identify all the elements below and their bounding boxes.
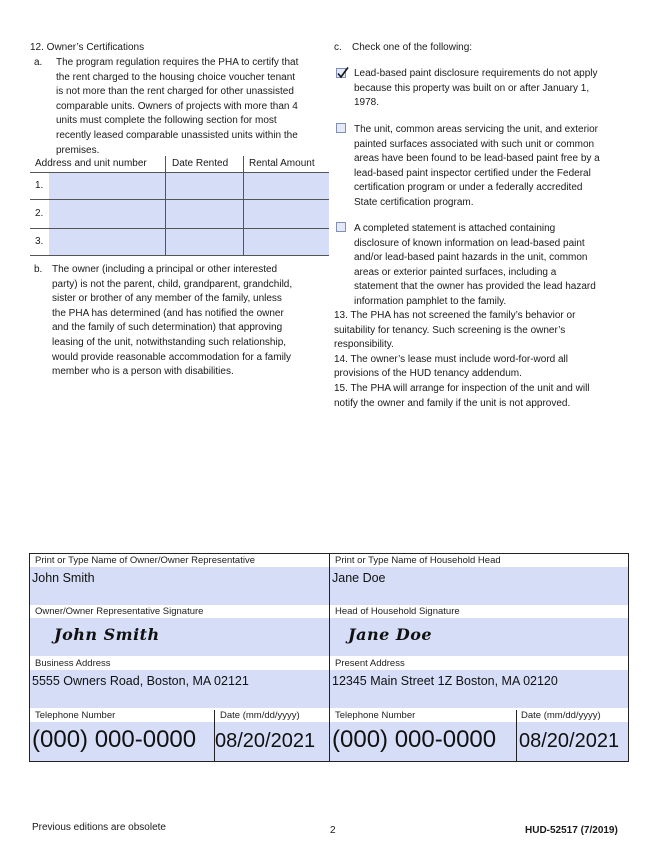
owner-phone-label: Telephone Number [35,710,116,721]
household-date-field[interactable] [517,722,628,761]
items-13-15 [334,309,634,411]
text-line: information pamphlet to the family. [354,295,507,307]
form-id: HUD-52517 (7/2019) [525,825,618,836]
household-signature-field[interactable] [330,618,628,656]
household-name-value: Jane Doe [332,571,386,585]
item-b-text [52,263,292,380]
item-a-text [56,56,298,158]
address-cell-2[interactable] [49,200,165,228]
footer-obsolete-note: Previous editions are obsolete [32,822,166,833]
text-line: party) is not the parent, child, grandparent, grandchild, [52,278,293,290]
text-line: Lead-based paint disclosure requirements do not apply [354,68,598,79]
text-line: and the family of such determination) that approving [52,322,283,334]
text-line: would provide reasonable accommodation for a family [52,351,292,363]
text-line: sister or brother of any member of the family, unless [52,293,282,305]
text-line: because this property was built on or after January 1, [354,82,590,94]
household-phone-field[interactable] [330,722,516,761]
text-line: responsibility. [334,339,394,351]
date-rented-cell-2[interactable] [166,200,243,228]
address-cell-3[interactable] [49,229,165,255]
section-c-heading: Check one of the following: [352,42,473,53]
text-line: The program regulation requires the PHA to certify that [56,57,299,68]
owner-signature-value: John Smith [54,625,160,644]
option-3-checkbox[interactable] [336,222,346,232]
owner-name-value: John Smith [32,571,95,585]
text-line: leasing of the unit, notwithstanding such relationship, [52,336,287,348]
text-line: The owner (including a principal or other interested [52,264,278,275]
text-line: suitability for tenancy. Such screening is the owner’s [334,324,566,336]
date-rented-cell-3[interactable] [166,229,243,255]
date-rented-cell-1[interactable] [166,173,243,199]
table-divider [30,255,329,256]
present-address-label: Present Address [335,658,405,669]
text-line: premises. [56,144,100,156]
business-address-value: 5555 Owners Road, Boston, MA 02121 [32,674,249,688]
text-line: A completed statement is attached containing [354,223,556,234]
table-header-address: Address and unit number [35,158,147,169]
item-b-label: b. [34,264,43,275]
household-date-value: 08/20/2021 [519,730,620,752]
text-line: State certification program. [354,196,474,208]
text-line: disclosure of known information on lead-based paint [354,237,585,249]
row-number: 1. [35,180,44,191]
text-line: provisions of the HUD tenancy addendum. [334,368,522,380]
text-line: and/or lead-based paint hazards in the unit, common [354,252,588,264]
text-line: statement that the owner has provided the lead hazard [354,281,596,293]
text-line: 14. The owner’s lease must include word-for-word all [334,353,568,365]
comparable-units-table [30,156,329,256]
text-line: is not more than the rent charged for other unassisted [56,86,294,98]
household-date-label: Date (mm/dd/yyyy) [521,710,601,721]
text-line: comparable units. Owners of projects with more than 4 [56,100,298,112]
section-c-label: c. [334,42,342,53]
text-line: 13. The PHA has not screened the family’s behavior or [334,310,576,321]
text-line: member who is a person with disabilities. [52,366,234,378]
option-2-text [354,123,600,211]
table-header-rental-amount: Rental Amount [249,158,315,169]
option-1-checkbox[interactable] [336,68,346,78]
owner-signature-field[interactable] [30,618,329,656]
text-line: areas have been found to be lead-based paint free by a [354,153,600,165]
option-1-text [354,67,598,111]
item-a-label: a. [34,57,43,68]
owner-date-field[interactable] [215,722,329,761]
present-address-value: 12345 Main Street 1Z Boston, MA 02120 [332,674,558,688]
owner-name-field[interactable] [30,567,329,605]
rental-amount-cell-1[interactable] [244,173,329,199]
option-3-text [354,222,596,310]
text-line: the rent charged to the housing choice voucher tenant [56,71,296,83]
household-phone-label: Telephone Number [335,710,416,721]
signature-form [29,553,629,762]
text-line: 15. The PHA will arrange for inspection of the unit and will [334,382,590,394]
text-line: painted surfaces associated with such unit or common [354,138,595,150]
text-line: areas or exterior painted surfaces, including a [354,266,557,278]
present-address-field[interactable] [330,670,628,708]
business-address-field[interactable] [30,670,329,708]
text-line: 1978. [354,97,380,109]
rental-amount-cell-3[interactable] [244,229,329,255]
text-line: notify the owner and family if the unit is not approved. [334,397,571,409]
owner-date-label: Date (mm/dd/yyyy) [220,710,300,721]
text-line: units must complete the following section for most [56,115,277,127]
address-cell-1[interactable] [49,173,165,199]
text-line: lead-based paint inspector certified under the Federal [354,167,591,179]
owner-phone-field[interactable] [30,722,214,761]
page-number: 2 [330,825,336,836]
text-line: recently leased comparable unassisted units within the [56,129,298,141]
household-phone-value: (000) 000-0000 [332,726,497,753]
household-name-label: Print or Type Name of Household Head [335,555,501,566]
section-12-heading: 12. Owner’s Certifications [30,42,145,53]
row-number: 2. [35,208,44,219]
rental-amount-cell-2[interactable] [244,200,329,228]
owner-name-label: Print or Type Name of Owner/Owner Representative [35,555,256,566]
option-2-checkbox[interactable] [336,123,346,133]
text-line: certification program or under a federally accredited [354,182,583,194]
table-header-date-rented: Date Rented [172,158,229,169]
owner-signature-label: Owner/Owner Representative Signature [35,606,204,617]
checkmark-icon [336,66,350,80]
household-signature-label: Head of Household Signature [335,606,460,617]
household-name-field[interactable] [330,567,628,605]
owner-date-value: 08/20/2021 [215,730,316,752]
text-line: The unit, common areas servicing the unit, and exterior [354,124,599,135]
row-number: 3. [35,236,44,247]
owner-phone-value: (000) 000-0000 [32,726,197,753]
text-line: the PHA has determined (and has notified the owner [52,307,284,319]
business-address-label: Business Address [35,658,111,669]
household-signature-value: Jane Doe [348,625,433,644]
